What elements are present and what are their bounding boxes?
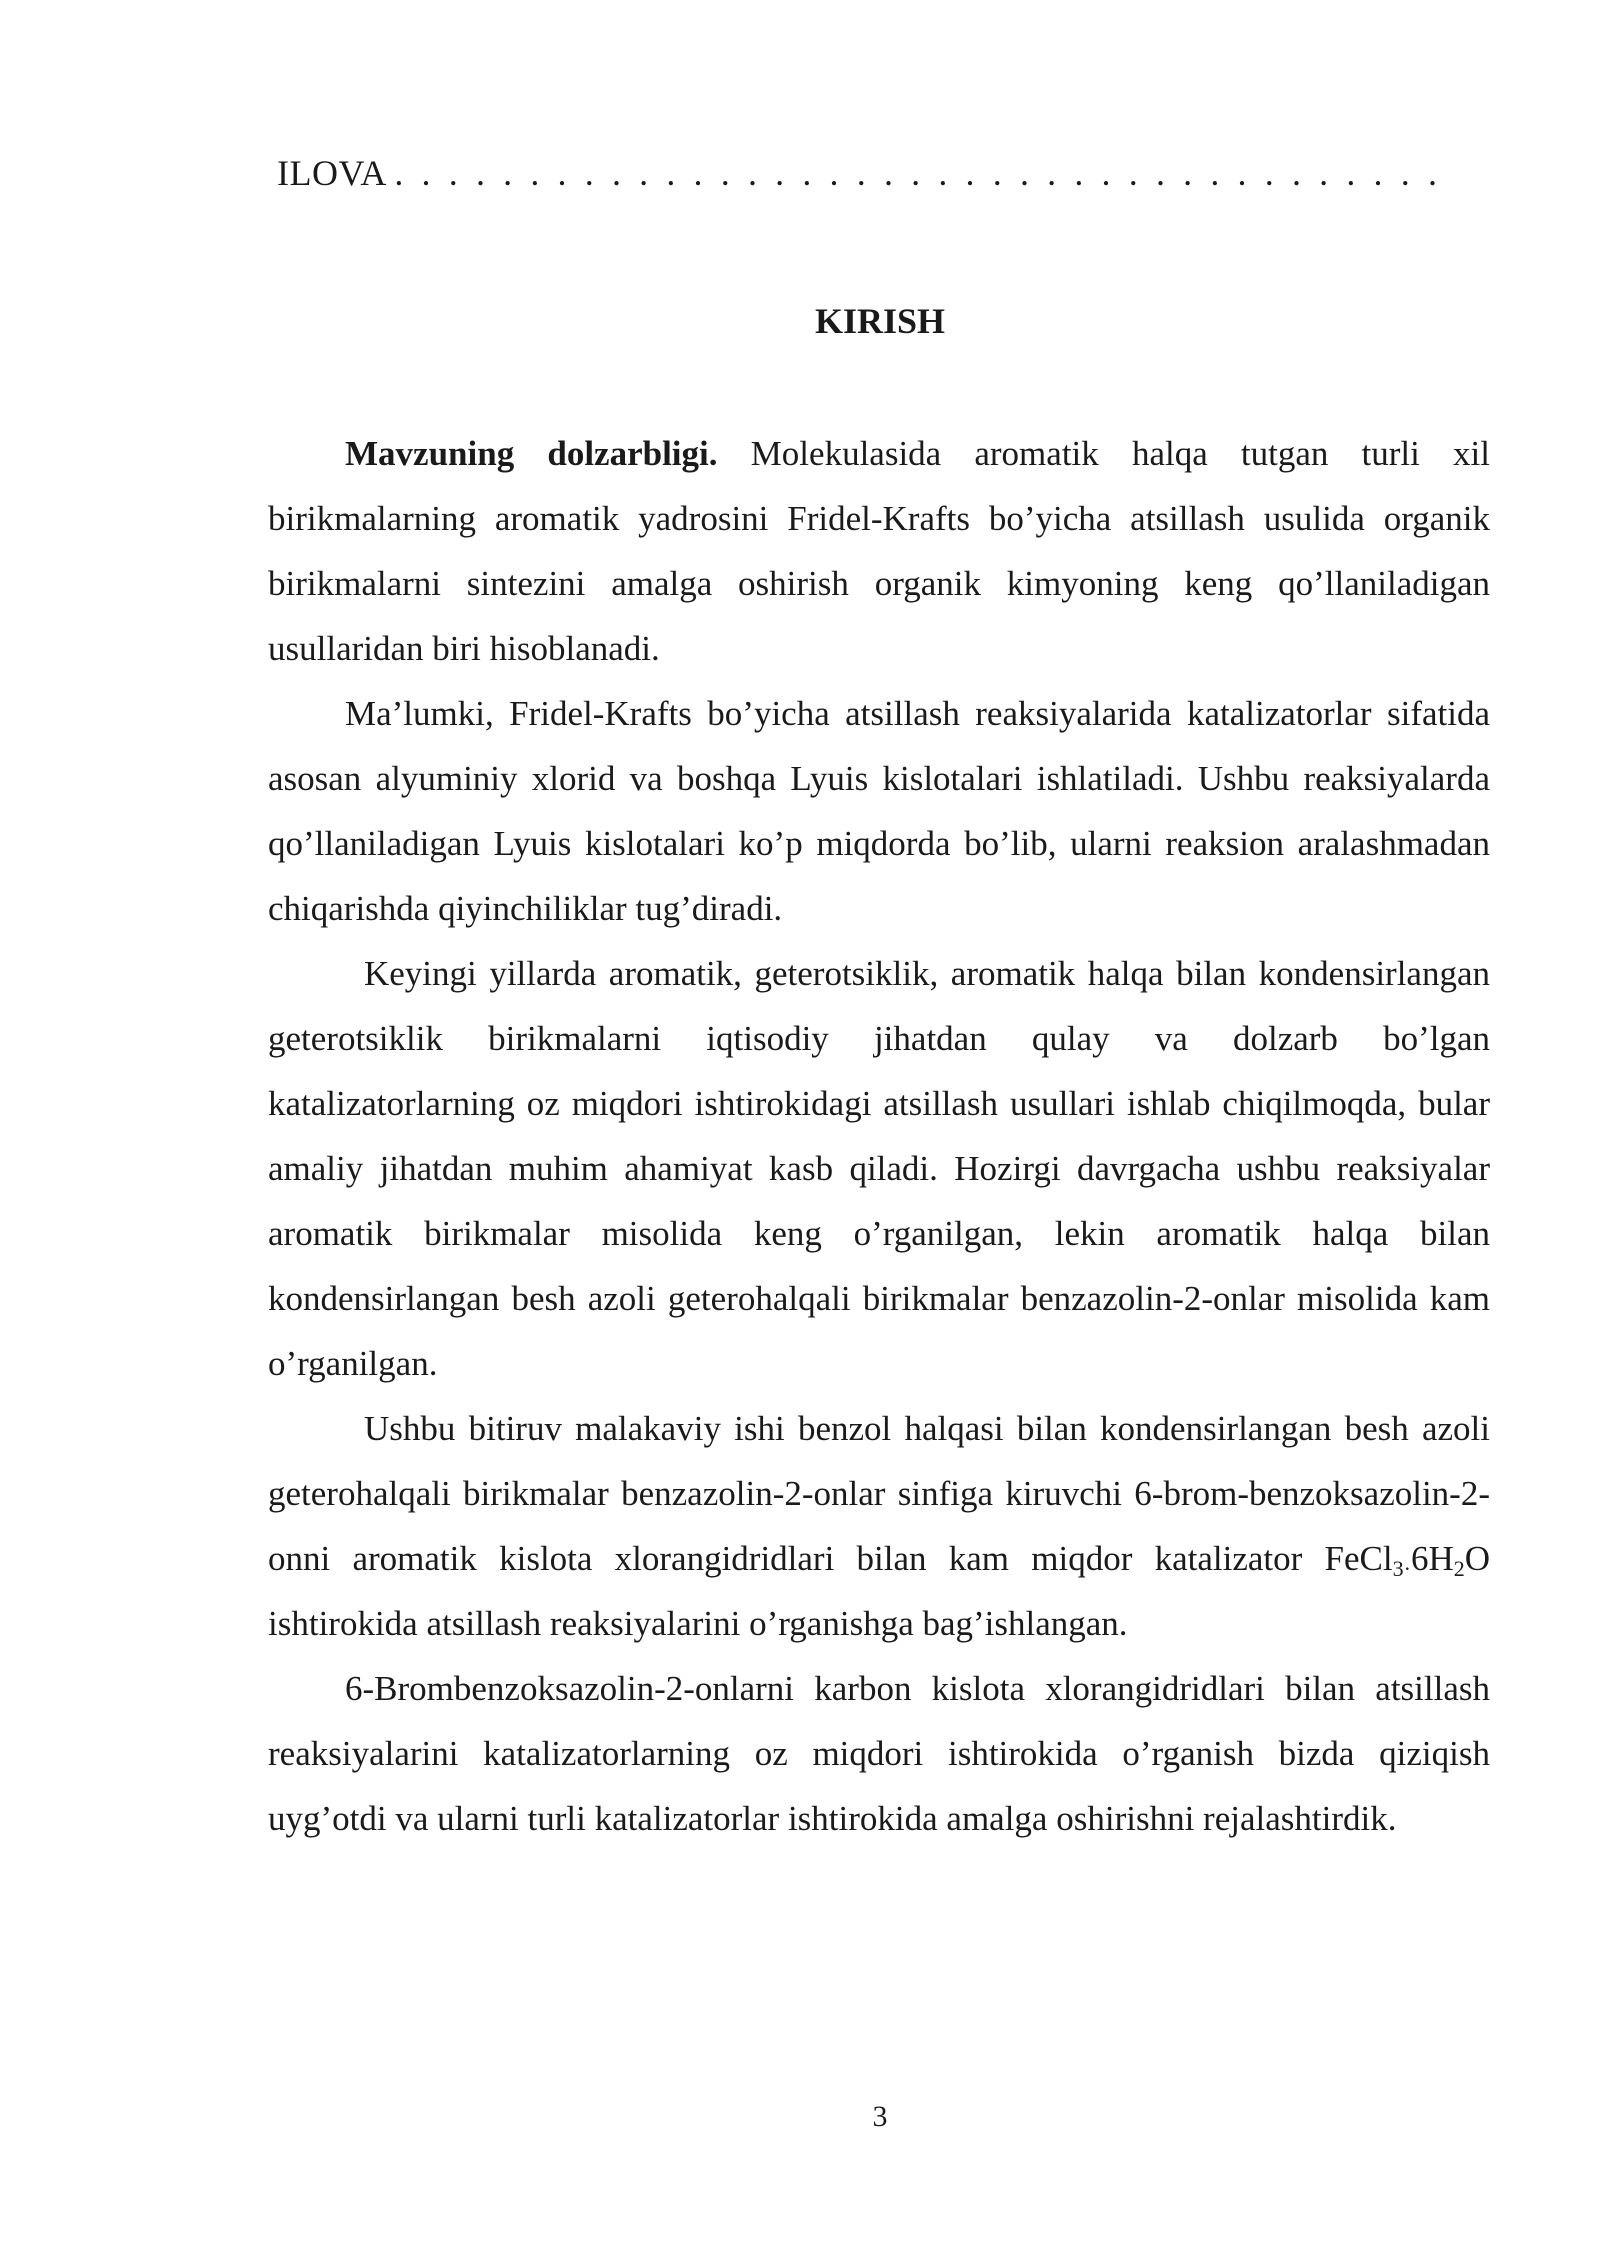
paragraph-plan: 6-Brombenzoksazolin-2-onlarni karbon kislota xlorangidridlari bilan atsillash reaksiyalarini katalizatorlarning oz miqdori ishtirokida o’rganish bizda qiziqish uyg’otdi va ularni turli katalizatorlar ishtirokida amalga oshirishni rejalashtirdik.	[268, 1669, 1490, 1838]
paragraph-catalysts: Ma’lumki, Fridel-Krafts bo’yicha atsillash reaksiyalarida katalizatorlar sifatida asosan alyuminiy xlorid va boshqa Lyuis kislotalari ishlatiladi. Ushbu reaksiyalarda qo’llaniladigan Lyuis kislotalari ko’p miqdorda bo’lib, ularni reaksion aralashmadan chiqarishda qiyinchiliklar tug’diradi.	[268, 694, 1490, 928]
toc-entry-ilova[interactable]	[277, 152, 1442, 194]
paragraph-thesis-scope	[268, 1396, 1490, 1656]
hydrate-dot: ·	[1403, 1556, 1411, 1581]
paragraph-text: Ushbu bitiruv malakaviy ishi benzol halqasi bilan kondensirlangan besh azoli geterohalqali birikmalar benzazolin-2-onlar sinfiga kiruvchi 6-brom-benzoksazolin-2-onni aromatik kislota xlorangidridlari bilan kam miqdor katalizator FeCl	[268, 1409, 1490, 1578]
paragraph-text: Molekulasida aromatik halqa tutgan turli xil birikmalarning aromatik yadrosini Fridel-Krafts bo’yicha atsillash usulida organik birikmalarni sintezini amalga oshirish organik kimyoning keng qo’llaniladigan usullaridan biri hisoblanadi.	[268, 434, 1491, 668]
page-number: 3	[872, 2100, 888, 2133]
paragraph-text: O ishtirokida atsillash reaksiyalarini o’rganishga bag’ishlangan.	[268, 1539, 1490, 1643]
paragraph-recent-years: Keyingi yillarda aromatik, geterotsiklik, aromatik halqa bilan kondensirlangan geterotsiklik birikmalarni iqtisodiy jihatdan qulay va dolzarb bo’lgan katalizatorlarning oz miqdori ishtirokidagi atsillash usullari ishlab chiqilmoqda, bular amaliy jihatdan muhim ahamiyat kasb qiladi. Hozirgi davrgacha ushbu reaksiyalar aromatik birikmalar misolida keng o’rganilgan, lekin aromatik halqa bilan kondensirlangan besh azoli geterohalqali birikmalar benzazolin-2-onlar misolida kam o’rganilgan.	[268, 954, 1490, 1383]
subscript: 3	[1392, 1556, 1404, 1581]
toc-leader-dots: . . . . . . . . . . . . . . . . . . . . . . . . . . . . . . . . . . . . . . .	[394, 153, 1442, 193]
paragraph-relevance	[268, 421, 1490, 681]
formula-text: 6H	[1410, 1539, 1454, 1578]
body-text	[268, 421, 1490, 1851]
paragraph-lead-bold: Mavzuning dolzarbligi.	[345, 434, 718, 473]
section-heading: KIRISH	[814, 301, 946, 341]
subscript: 2	[1453, 1556, 1465, 1581]
toc-entry-label: ILOVA	[277, 153, 385, 193]
